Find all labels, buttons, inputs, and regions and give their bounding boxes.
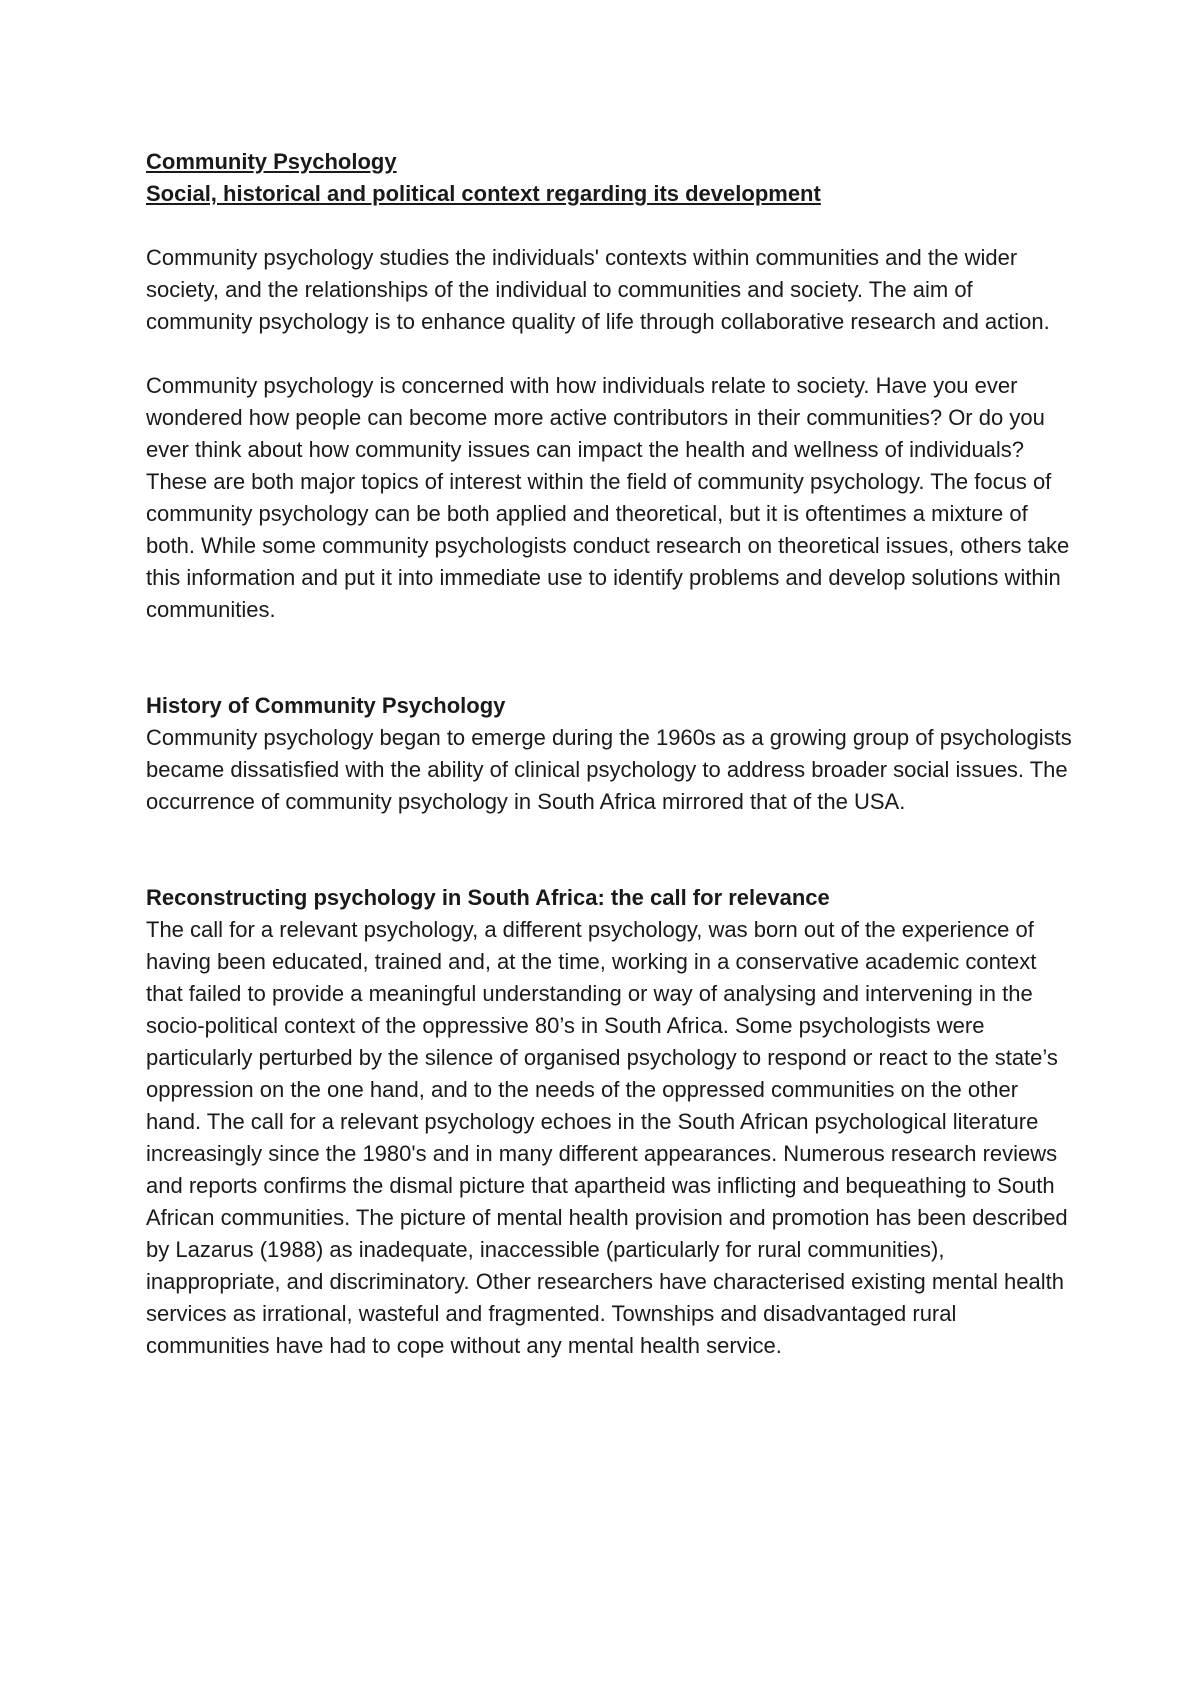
section-heading-history: History of Community Psychology	[146, 693, 506, 718]
spacer	[146, 818, 1076, 882]
section-heading-relevance: Reconstructing psychology in South Africa: the call for relevance	[146, 885, 830, 910]
intro-paragraph-1: Community psychology studies the individuals' contexts within communities and the wider society, and the relationships of the individual to communities and society. The aim of community psychology is to enhance quality of life through collaborative research and action.	[146, 245, 1050, 334]
section-body-relevance: The call for a relevant psychology, a different psychology, was born out of the experience of having been educated, trained and, at the time, working in a conservative academic context that failed to provide a meaningful understanding or way of analysing and intervening in the socio-political context of the oppressive 80’s in South Africa. Some psychologists were particularly perturbed by the silence of organised psychology to respond or react to the state’s oppression on the one hand, and to the needs of the oppressed communities on the other hand. The call for a relevant psychology echoes in the South African psychological literature increasingly since the 1980's and in many different appearances. Numerous research reviews and reports confirms the dismal picture that apartheid was inflicting and bequeathing to South African communities. The picture of mental health provision and promotion has been described by Lazarus (1988) as inadequate, inaccessible (particularly for rural communities), inappropriate, and discriminatory. Other researchers have characterised existing mental health services as irrational, wasteful and fragmented. Townships and disadvantaged rural communities have had to cope without any mental health service.	[146, 917, 1068, 1358]
document-subtitle: Social, historical and political context regarding its development	[146, 181, 821, 206]
document-title: Community Psychology	[146, 149, 397, 174]
spacer	[146, 626, 1076, 690]
spacer	[146, 210, 1076, 242]
title-block	[146, 146, 1076, 210]
section-body-history: Community psychology began to emerge during the 1960s as a growing group of psychologists became dissatisfied with the ability of clinical psychology to address broader social issues. The occurrence of community psychology in South Africa mirrored that of the USA.	[146, 725, 1072, 814]
document-content	[146, 146, 1076, 1362]
spacer	[146, 338, 1076, 370]
intro-paragraph-2: Community psychology is concerned with how individuals relate to society. Have you ever wondered how people can become more active contributors in their communities? Or do you ever think about how community issues can impact the health and wellness of individuals? These are both major topics of interest within the field of community psychology. The focus of community psychology can be both applied and theoretical, but it is oftentimes a mixture of both. While some community psychologists conduct research on theoretical issues, others take this information and put it into immediate use to identify problems and develop solutions within communities.	[146, 373, 1070, 622]
